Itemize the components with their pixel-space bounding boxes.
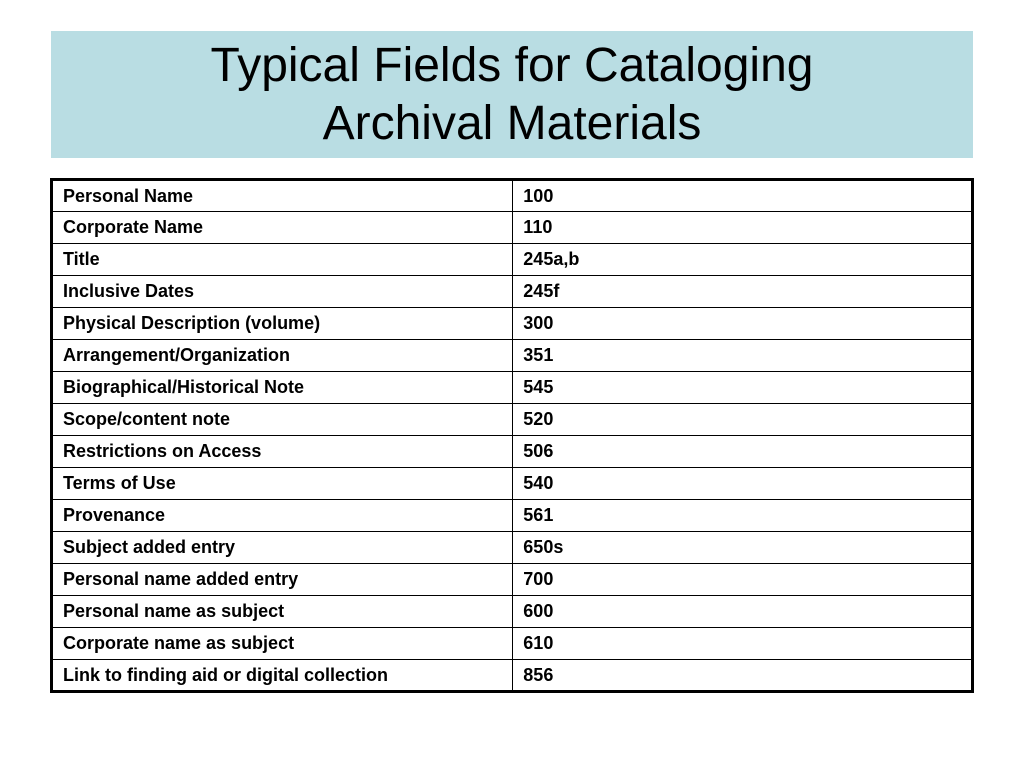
table-row — [52, 596, 973, 628]
table-row — [52, 372, 973, 404]
marc-tag-cell: 506 — [513, 436, 973, 468]
field-name-cell: Subject added entry — [52, 532, 513, 564]
table-row — [52, 180, 973, 212]
table-row — [52, 564, 973, 596]
field-name-cell: Personal Name — [52, 180, 513, 212]
marc-tag-cell: 856 — [513, 660, 973, 692]
field-name-cell: Restrictions on Access — [52, 436, 513, 468]
field-name-cell: Provenance — [52, 500, 513, 532]
table-row — [52, 468, 973, 500]
table-body — [52, 180, 973, 692]
table-row — [52, 212, 973, 244]
slide-title-line-2: Archival Materials — [322, 96, 702, 150]
table-row — [52, 532, 973, 564]
marc-tag-cell: 351 — [513, 340, 973, 372]
table-row — [52, 244, 973, 276]
table-row — [52, 628, 973, 660]
table-row — [52, 500, 973, 532]
marc-tag-cell: 545 — [513, 372, 973, 404]
marc-tag-cell: 700 — [513, 564, 973, 596]
marc-tag-cell: 610 — [513, 628, 973, 660]
table-row — [52, 436, 973, 468]
marc-tag-cell: 245f — [513, 276, 973, 308]
field-name-cell: Physical Description (volume) — [52, 308, 513, 340]
marc-tag-cell: 110 — [513, 212, 973, 244]
table-row — [52, 404, 973, 436]
table-row — [52, 660, 973, 692]
field-name-cell: Scope/content note — [52, 404, 513, 436]
table-row — [52, 308, 973, 340]
field-name-cell: Link to finding aid or digital collection — [52, 660, 513, 692]
cataloging-fields-table — [50, 178, 974, 693]
field-name-cell: Terms of Use — [52, 468, 513, 500]
marc-tag-cell: 520 — [513, 404, 973, 436]
marc-tag-cell: 600 — [513, 596, 973, 628]
marc-tag-cell: 561 — [513, 500, 973, 532]
field-name-cell: Title — [52, 244, 513, 276]
field-name-cell: Biographical/Historical Note — [52, 372, 513, 404]
marc-tag-cell: 540 — [513, 468, 973, 500]
slide-title-line-1: Typical Fields for Cataloging — [210, 38, 814, 92]
field-name-cell: Personal name as subject — [52, 596, 513, 628]
table-row — [52, 276, 973, 308]
marc-tag-cell: 100 — [513, 180, 973, 212]
field-name-cell: Personal name added entry — [52, 564, 513, 596]
field-name-cell: Corporate Name — [52, 212, 513, 244]
field-name-cell: Inclusive Dates — [52, 276, 513, 308]
field-name-cell: Arrangement/Organization — [52, 340, 513, 372]
marc-tag-cell: 245a,b — [513, 244, 973, 276]
field-name-cell: Corporate name as subject — [52, 628, 513, 660]
title-box — [51, 31, 973, 158]
table-row — [52, 340, 973, 372]
marc-tag-cell: 650s — [513, 532, 973, 564]
marc-tag-cell: 300 — [513, 308, 973, 340]
